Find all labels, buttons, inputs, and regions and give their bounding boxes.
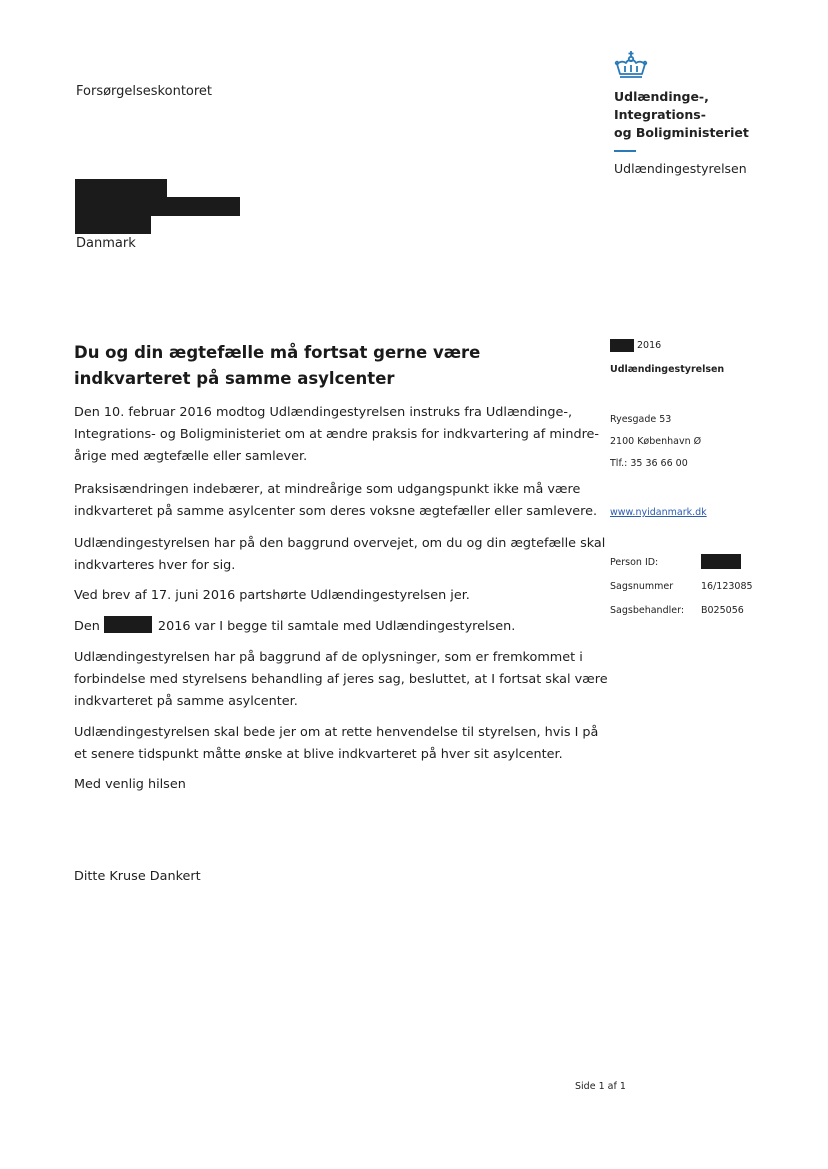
redacted-interview-date: [104, 616, 152, 633]
page-indicator: Side 1 af 1: [575, 1081, 626, 1092]
paragraph-6: Udlændingestyrelsen har på baggrund af de oplysninger, som er fremkommet i forbindelse med styrelsens behandling af jeres sag, besluttet, at I fortsat skal være indkvarteret på samme asylcenter.: [74, 650, 608, 709]
closing-greeting: Med venlig hilsen: [74, 777, 186, 792]
interview-suffix: 2016 var I begge til samtale med Udlændingestyrelsen.: [157, 619, 516, 634]
interview-prefix: Den: [74, 619, 100, 634]
address-city: 2100 København Ø: [610, 436, 702, 447]
phone-number: Tlf.: 35 36 66 00: [610, 458, 688, 469]
letter-date-year: 2016: [637, 340, 662, 351]
person-id-label: Person ID:: [610, 557, 659, 568]
address-street: Ryesgade 53: [610, 414, 672, 425]
paragraph-4: Ved brev af 17. juni 2016 partshørte Udlændingestyrelsen jer.: [74, 588, 470, 603]
paragraph-2: Praksisændringen indebærer, at mindreårige som udgangspunkt ikke må være indkvarteret på samme asylcenter som deres voksne ægtefæller eller samlevere.: [74, 482, 598, 519]
letter-subject: Du og din ægtefælle må fortsat gerne være indkvarteret på samme asylcenter: [74, 343, 481, 388]
redacted-recipient-city: [75, 216, 151, 234]
crown-icon: [614, 50, 648, 80]
paragraph-5: [74, 616, 515, 638]
paragraph-3: Udlændingestyrelsen har på den baggrund overvejet, om du og din ægtefælle skal indkvarteres hver for sig.: [74, 536, 606, 573]
agency-name: Udlændingestyrelsen: [614, 161, 747, 176]
logo-divider: [614, 150, 636, 152]
redacted-recipient-name: [75, 179, 167, 197]
caseworker-label: Sagsbehandler:: [610, 605, 685, 616]
sidebar-agency: Udlændingestyrelsen: [610, 364, 725, 375]
paragraph-7: Udlændingestyrelsen skal bede jer om at rette henvendelse til styrelsen, hvis I på et senere tidspunkt måtte ønske at blive indkvarteret på hver sit asylcenter.: [74, 725, 599, 762]
case-number-value: 16/123085: [701, 581, 753, 592]
redacted-recipient-street: [75, 197, 240, 216]
ministry-name-line2: og Boligministeriet: [614, 125, 749, 140]
signatory-name: Ditte Kruse Dankert: [74, 869, 201, 884]
ministry-name-line1: Udlændinge-, Integrations-: [614, 89, 709, 122]
case-number-label: Sagsnummer: [610, 581, 674, 592]
recipient-country: Danmark: [76, 236, 136, 251]
redacted-person-id: [701, 554, 741, 569]
redacted-date: [610, 339, 634, 352]
ministry-logo: [614, 50, 784, 176]
caseworker-value: B025056: [701, 605, 744, 616]
paragraph-1: Den 10. februar 2016 modtog Udlændingestyrelsen instruks fra Udlændinge-, Integrations- og Boligministeriet om at ændre praksis for indkvartering af mindre- årige med ægtefælle eller samlever.: [74, 405, 600, 464]
website-link[interactable]: www.nyidanmark.dk: [610, 507, 707, 518]
sender-office: Forsørgelseskontoret: [76, 84, 213, 99]
